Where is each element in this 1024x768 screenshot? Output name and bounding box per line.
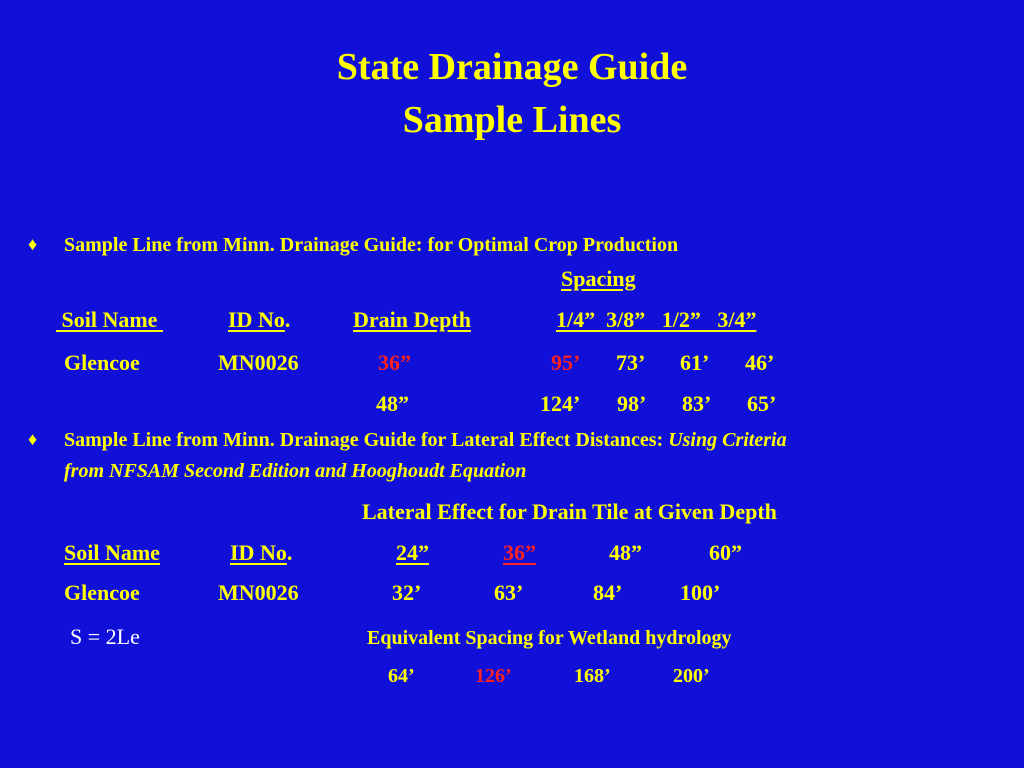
section1-heading: Sample Line from Minn. Drainage Guide: for Optimal Crop Production: [64, 234, 679, 256]
id-no-suffix: .: [284, 307, 291, 332]
id-no-suffix-2: .: [286, 540, 293, 565]
row1-depth: 36”: [378, 350, 411, 375]
depth-60: 60”: [709, 540, 742, 565]
lateral-effect-36: 63’: [494, 580, 524, 605]
lateral-effect-60: 100’: [680, 580, 721, 605]
row2-spacing-3: 83’: [682, 391, 712, 416]
soil-name-header-2: Soil Name: [64, 540, 160, 565]
section2-heading: [64, 429, 787, 452]
row1-spacing-4: 46’: [745, 350, 775, 375]
equiv-spacing-3: 168’: [574, 665, 611, 687]
spacing-label: Spacing: [561, 266, 636, 291]
row2-depth: 48”: [376, 391, 409, 416]
equivalent-spacing-label: Equivalent Spacing for Wetland hydrology: [367, 627, 732, 649]
section2-heading-italic-2: from NFSAM Second Edition and Hooghoudt Equation: [64, 460, 527, 482]
slide-title-line2: Sample Lines: [402, 99, 622, 141]
depth-header-row: [396, 540, 751, 566]
lateral-effect-24: 32’: [392, 580, 422, 605]
slide-title-line1: State Drainage Guide: [336, 46, 688, 88]
row1-id: MN0026: [218, 350, 299, 375]
row1-spacing-3: 61’: [680, 350, 710, 375]
id-no-header-wrap: [228, 307, 290, 333]
depth-24: 24”: [396, 540, 429, 565]
row2-spacing-4: 65’: [747, 391, 777, 416]
formula-spacing: S = 2Le: [70, 624, 140, 649]
row2-spacing-1: 124’: [540, 391, 581, 416]
row1-spacing-1: 95’: [551, 350, 581, 375]
equiv-spacing-1: 64’: [388, 665, 415, 687]
section2-row-soil: Glencoe: [64, 580, 140, 605]
row1-soil: Glencoe: [64, 350, 140, 375]
equiv-spacing-2: 126’: [475, 665, 512, 687]
section1-header-row: [56, 307, 163, 333]
depth-48: 48”: [609, 540, 642, 565]
id-no-header-2: ID No: [230, 540, 287, 565]
id-no-header: ID No: [228, 307, 285, 332]
equiv-spacing-4: 200’: [673, 665, 710, 687]
section2-row-id: MN0026: [218, 580, 299, 605]
drain-depth-header: Drain Depth: [353, 307, 471, 332]
depth-36: 36”: [503, 540, 536, 565]
row2-spacing-2: 98’: [617, 391, 647, 416]
drainage-coefficient-header: 1/4” 3/8” 1/2” 3/4”: [556, 307, 757, 332]
bullet-diamond-icon-2: ♦: [28, 429, 38, 449]
section2-heading-italic-1: Using Criteria: [668, 429, 787, 451]
soil-name-header: Soil Name: [61, 307, 158, 332]
bullet-diamond-icon: ♦: [28, 234, 38, 254]
lateral-effect-label: Lateral Effect for Drain Tile at Given Depth: [362, 499, 777, 524]
section2-heading-text: Sample Line from Minn. Drainage Guide for Lateral Effect Distances:: [64, 429, 669, 451]
lateral-effect-48: 84’: [593, 580, 623, 605]
row1-spacing-2: 73’: [616, 350, 646, 375]
id-no-header-2-wrap: [230, 540, 292, 566]
